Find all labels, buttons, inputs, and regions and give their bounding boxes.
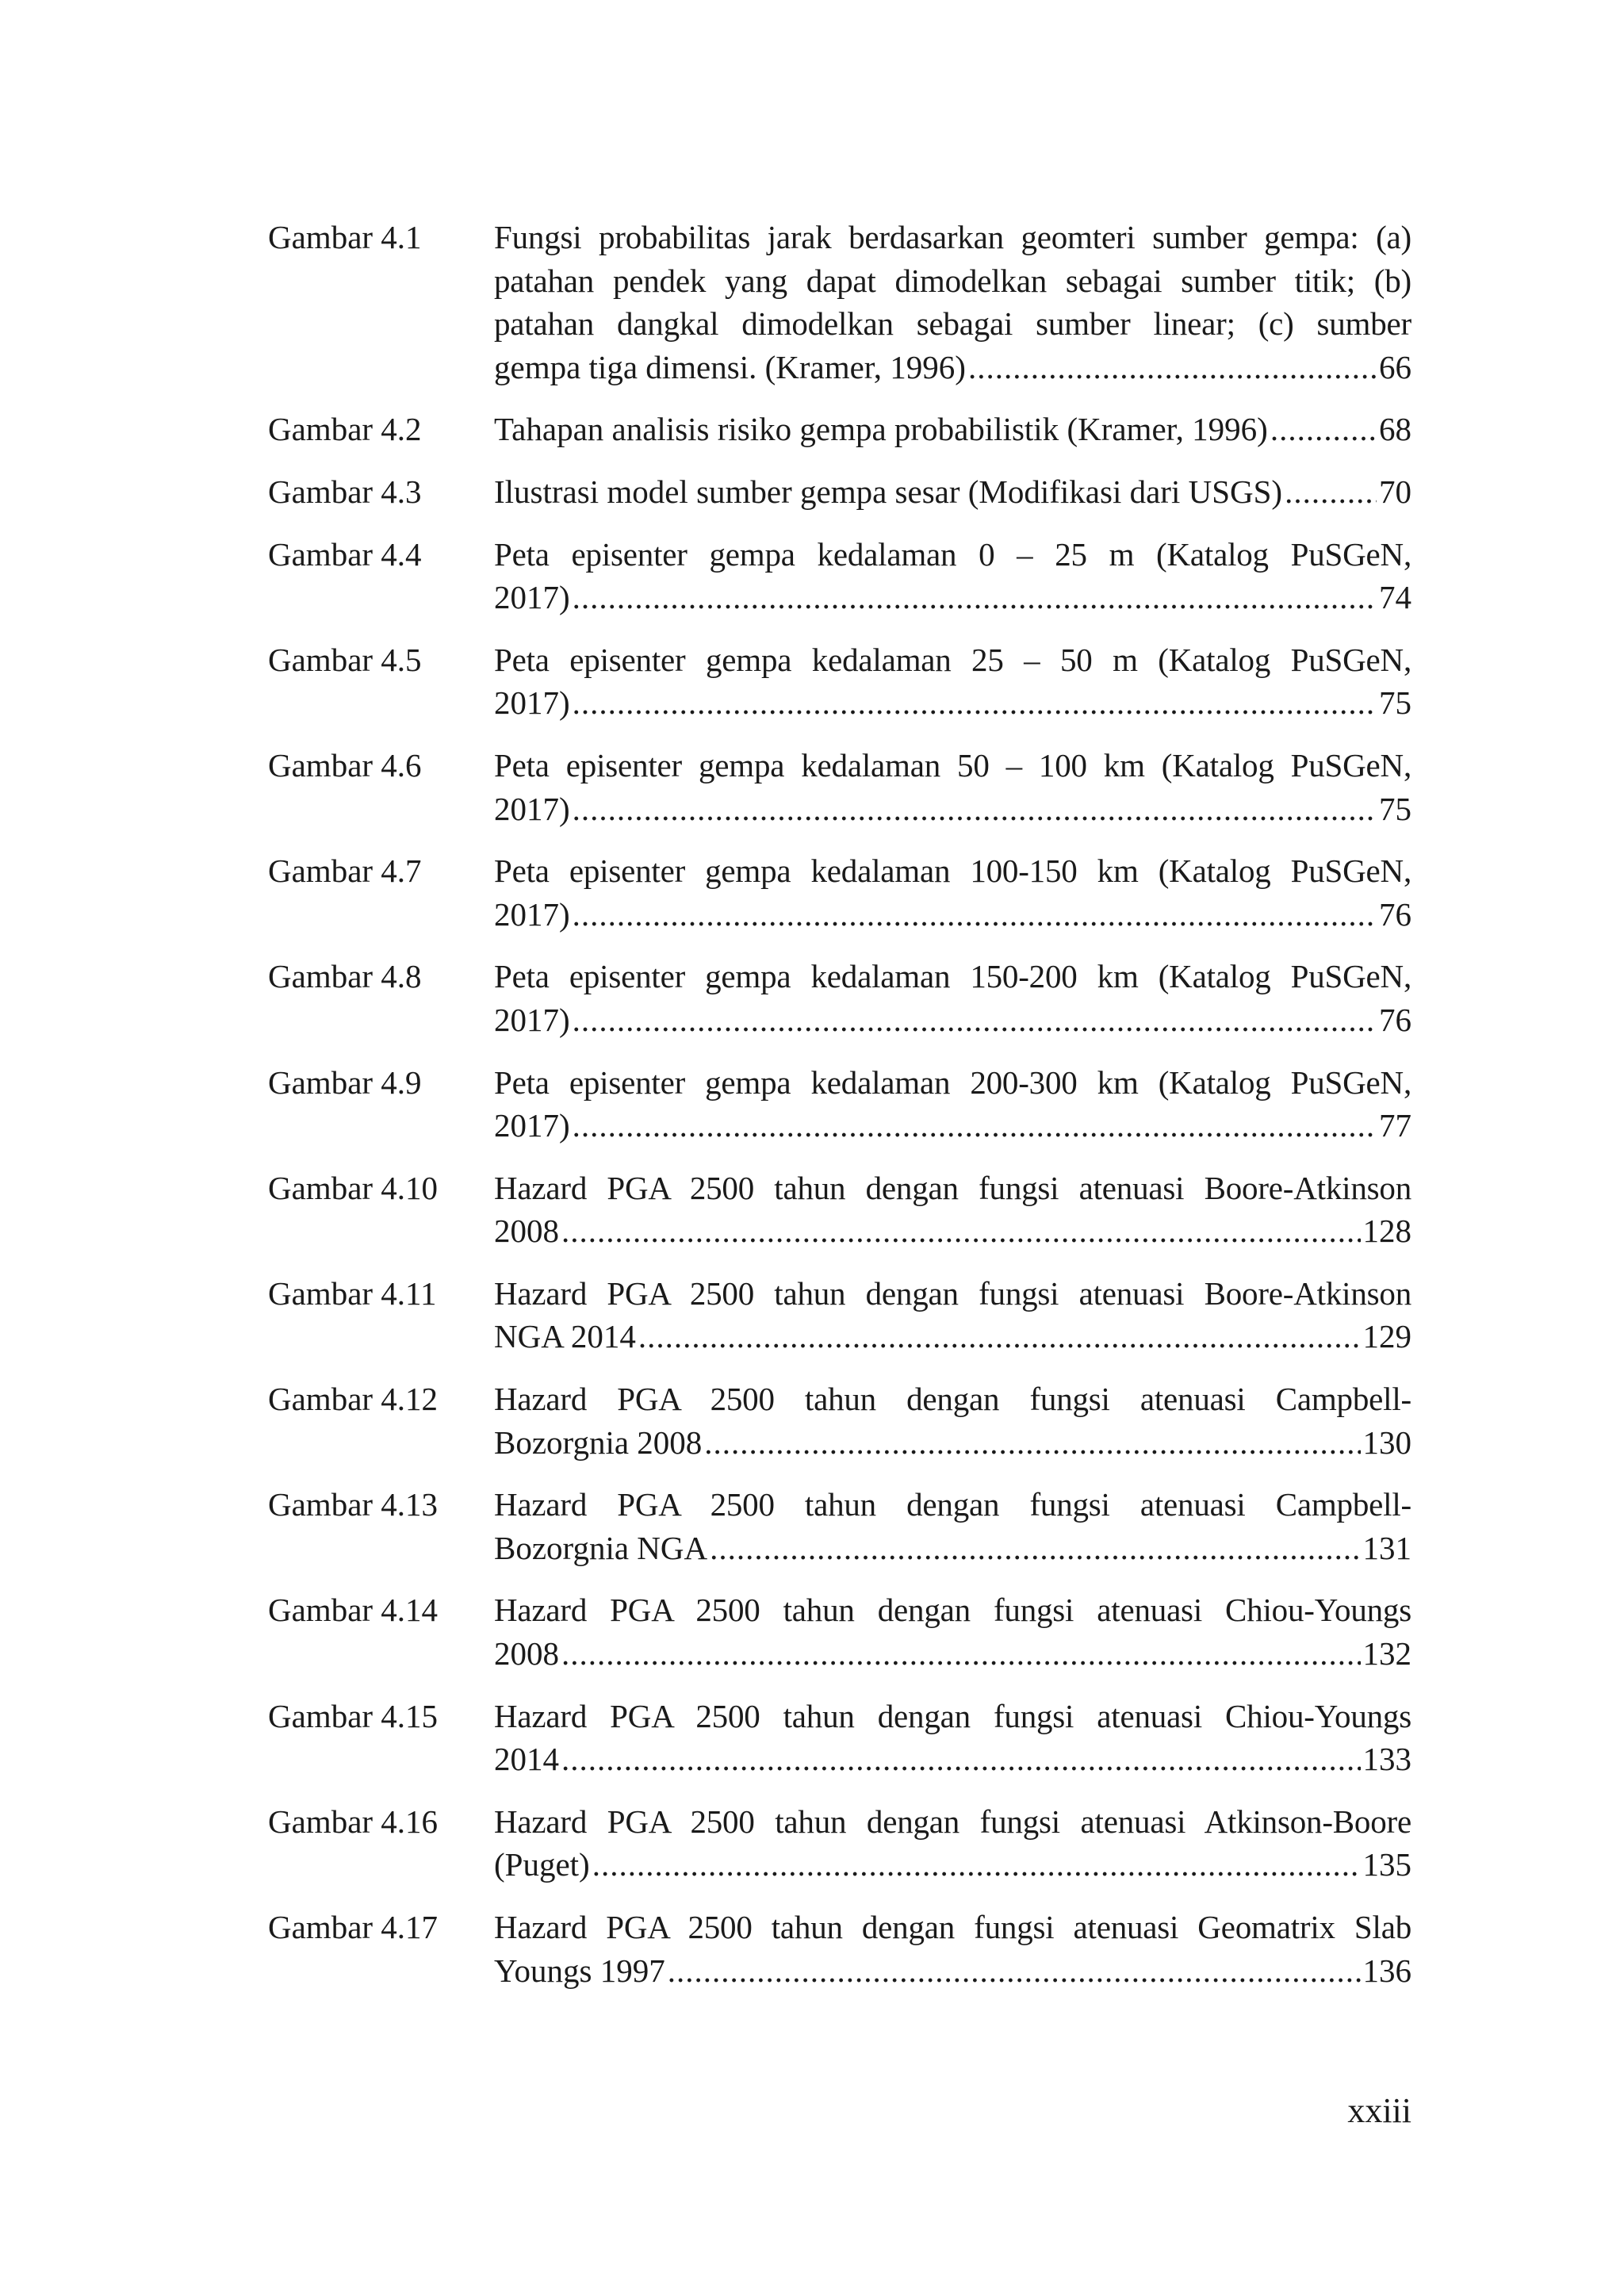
page-reference[interactable]: 76: [1379, 895, 1411, 933]
figure-entry[interactable]: [268, 533, 1411, 619]
dot-leader: [561, 1209, 1361, 1253]
page-reference[interactable]: 66: [1379, 348, 1411, 385]
figure-caption: [494, 1483, 1411, 1569]
figure-label: Gambar 4.17: [268, 1909, 439, 1945]
page-reference[interactable]: 77: [1379, 1107, 1411, 1144]
caption-last-line: [494, 408, 1411, 451]
dot-leader: [592, 1843, 1361, 1887]
figure-entry[interactable]: [268, 1377, 1411, 1464]
page-reference[interactable]: 68: [1379, 411, 1411, 448]
figure-entry[interactable]: [268, 1588, 1411, 1675]
figure-caption: [494, 1061, 1411, 1148]
figure-caption: [494, 744, 1411, 830]
figure-label: Gambar 4.14: [268, 1592, 439, 1629]
figure-entry[interactable]: [268, 216, 1411, 389]
dot-leader: [704, 1421, 1360, 1465]
figure-label: Gambar 4.9: [268, 1063, 422, 1101]
dot-leader: [573, 787, 1377, 831]
caption-last-line: [494, 1843, 1411, 1887]
page-reference[interactable]: 136: [1362, 1952, 1411, 1989]
caption-line: patahan pendek yang dapat dimodelkan sebagai sumber titik; (b): [494, 262, 1411, 299]
caption-last-line: [494, 893, 1411, 937]
figure-label: Gambar 4.11: [268, 1274, 437, 1312]
dot-leader: [710, 1527, 1360, 1570]
caption-line: Ilustrasi model sumber gempa sesar (Modifikasi dari USGS): [494, 473, 1283, 510]
caption-line: 2014: [494, 1741, 559, 1778]
caption-line: 2017): [494, 684, 570, 722]
figure-entry[interactable]: [268, 1167, 1411, 1253]
page-reference[interactable]: 75: [1379, 790, 1411, 827]
caption-line: 2008: [494, 1635, 559, 1672]
caption-line: 2008: [494, 1213, 559, 1250]
figure-caption: [494, 533, 1411, 619]
page-reference[interactable]: 131: [1362, 1529, 1411, 1566]
page-number: xxiii: [1347, 2091, 1411, 2130]
dot-leader: [968, 346, 1377, 389]
caption-line: Youngs 1997: [494, 1952, 665, 1989]
figure-entry[interactable]: [268, 408, 1411, 451]
caption-line: Peta episenter gempa kedalaman 150-200 km (Katalog PuSGeN,: [494, 958, 1411, 995]
dot-leader: [573, 681, 1377, 725]
caption-last-line: [494, 1949, 1411, 1993]
dot-leader: [1270, 408, 1377, 451]
caption-line: Hazard PGA 2500 tahun dengan fungsi atenuasi Boore-Atkinson: [494, 1274, 1411, 1312]
figure-label: Gambar 4.15: [268, 1697, 439, 1734]
figure-caption: [494, 1800, 1411, 1887]
caption-line: Peta episenter gempa kedalaman 200-300 km (Katalog PuSGeN,: [494, 1063, 1411, 1101]
caption-line: Hazard PGA 2500 tahun dengan fungsi atenuasi Chiou-Youngs: [494, 1592, 1411, 1629]
caption-line: Hazard PGA 2500 tahun dengan fungsi atenuasi Campbell-: [494, 1486, 1411, 1523]
figure-label: Gambar 4.12: [268, 1381, 439, 1418]
dot-leader: [1285, 470, 1377, 514]
dot-leader: [668, 1949, 1361, 1993]
caption-line: gempa tiga dimensi. (Kramer, 1996): [494, 348, 966, 385]
figure-caption: [494, 1695, 1411, 1781]
figure-label: Gambar 4.8: [268, 958, 422, 995]
caption-line: patahan dangkal dimodelkan sebagai sumber linear; (c) sumber: [494, 305, 1411, 343]
caption-line: Peta episenter gempa kedalaman 25 – 50 m (Katalog PuSGeN,: [494, 641, 1411, 678]
caption-last-line: [494, 346, 1411, 389]
caption-last-line: [494, 1527, 1411, 1570]
figure-entry[interactable]: [268, 1906, 1411, 1992]
figure-caption: [494, 470, 1411, 514]
caption-line: Hazard PGA 2500 tahun dengan fungsi atenuasi Atkinson-Boore: [494, 1803, 1411, 1840]
caption-line: 2017): [494, 790, 570, 827]
figure-label: Gambar 4.1: [268, 219, 422, 255]
figure-entry[interactable]: [268, 1061, 1411, 1148]
dot-leader: [573, 893, 1377, 937]
figure-entry[interactable]: [268, 849, 1411, 936]
caption-line: NGA 2014: [494, 1318, 636, 1355]
page-reference[interactable]: 130: [1362, 1423, 1411, 1461]
dot-leader: [573, 998, 1377, 1042]
figure-caption: [494, 1377, 1411, 1464]
caption-line: Peta episenter gempa kedalaman 50 – 100 km (Katalog PuSGeN,: [494, 746, 1411, 784]
page-reference[interactable]: 135: [1362, 1846, 1411, 1883]
figure-label: Gambar 4.7: [268, 852, 422, 890]
figure-entry[interactable]: [268, 955, 1411, 1041]
caption-line: Fungsi probabilitas jarak berdasarkan geomteri sumber gempa: (a): [494, 219, 1411, 255]
figure-entry[interactable]: [268, 744, 1411, 830]
figure-entry[interactable]: [268, 1272, 1411, 1358]
caption-last-line: [494, 681, 1411, 725]
figure-caption: [494, 638, 1411, 725]
page-reference[interactable]: 74: [1379, 579, 1411, 616]
caption-last-line: [494, 1104, 1411, 1148]
figure-label: Gambar 4.13: [268, 1486, 439, 1523]
figure-entry[interactable]: [268, 470, 1411, 514]
figure-caption: [494, 1588, 1411, 1675]
caption-line: Peta episenter gempa kedalaman 100-150 km (Katalog PuSGeN,: [494, 852, 1411, 890]
page-reference[interactable]: 133: [1362, 1741, 1411, 1778]
caption-last-line: [494, 576, 1411, 619]
caption-last-line: [494, 787, 1411, 831]
figure-entry[interactable]: [268, 1483, 1411, 1569]
dot-leader: [573, 1104, 1377, 1148]
dot-leader: [638, 1315, 1361, 1358]
page-reference[interactable]: 129: [1362, 1318, 1411, 1355]
caption-line: 2017): [494, 895, 570, 933]
caption-line: Bozorgnia 2008: [494, 1423, 703, 1461]
figure-caption: [494, 216, 1411, 389]
page-reference[interactable]: 128: [1362, 1213, 1411, 1250]
page-reference[interactable]: 132: [1362, 1635, 1411, 1672]
caption-line: (Puget): [494, 1846, 590, 1883]
figure-label: Gambar 4.5: [268, 641, 422, 678]
caption-last-line: [494, 1315, 1411, 1358]
caption-last-line: [494, 1421, 1411, 1465]
caption-line: 2017): [494, 579, 570, 616]
figure-caption: [494, 849, 1411, 936]
page-reference[interactable]: 70: [1379, 473, 1411, 510]
figure-label: Gambar 4.4: [268, 535, 422, 573]
figure-entry[interactable]: [268, 1695, 1411, 1781]
caption-line: Hazard PGA 2500 tahun dengan fungsi atenuasi Geomatrix Slab: [494, 1909, 1411, 1945]
page-reference[interactable]: 75: [1379, 684, 1411, 722]
figure-label: Gambar 4.2: [268, 411, 422, 448]
figure-caption: [494, 1906, 1411, 1992]
figure-caption: [494, 1272, 1411, 1358]
page-reference[interactable]: 76: [1379, 1001, 1411, 1038]
dot-leader: [573, 576, 1377, 619]
list-of-figures: [268, 216, 1411, 2011]
figure-caption: [494, 408, 1411, 451]
caption-line: Hazard PGA 2500 tahun dengan fungsi atenuasi Campbell-: [494, 1381, 1411, 1418]
figure-label: Gambar 4.10: [268, 1169, 439, 1206]
caption-last-line: [494, 1738, 1411, 1781]
figure-entry[interactable]: [268, 1800, 1411, 1887]
dot-leader: [561, 1632, 1361, 1676]
figure-label: Gambar 4.3: [268, 473, 422, 510]
caption-last-line: [494, 1209, 1411, 1253]
figure-caption: [494, 955, 1411, 1041]
caption-line: 2017): [494, 1107, 570, 1144]
figure-label: Gambar 4.16: [268, 1803, 439, 1840]
dot-leader: [561, 1738, 1361, 1781]
caption-line: Peta episenter gempa kedalaman 0 – 25 m (Katalog PuSGeN,: [494, 535, 1411, 573]
caption-line: Tahapan analisis risiko gempa probabilistik (Kramer, 1996): [494, 411, 1268, 448]
caption-last-line: [494, 998, 1411, 1042]
caption-last-line: [494, 470, 1411, 514]
figure-caption: [494, 1167, 1411, 1253]
caption-line: Bozorgnia NGA: [494, 1529, 708, 1566]
caption-last-line: [494, 1632, 1411, 1676]
caption-line: 2017): [494, 1001, 570, 1038]
caption-line: Hazard PGA 2500 tahun dengan fungsi atenuasi Boore-Atkinson: [494, 1169, 1411, 1206]
figure-label: Gambar 4.6: [268, 746, 422, 784]
caption-line: Hazard PGA 2500 tahun dengan fungsi atenuasi Chiou-Youngs: [494, 1697, 1411, 1734]
figure-entry[interactable]: [268, 638, 1411, 725]
